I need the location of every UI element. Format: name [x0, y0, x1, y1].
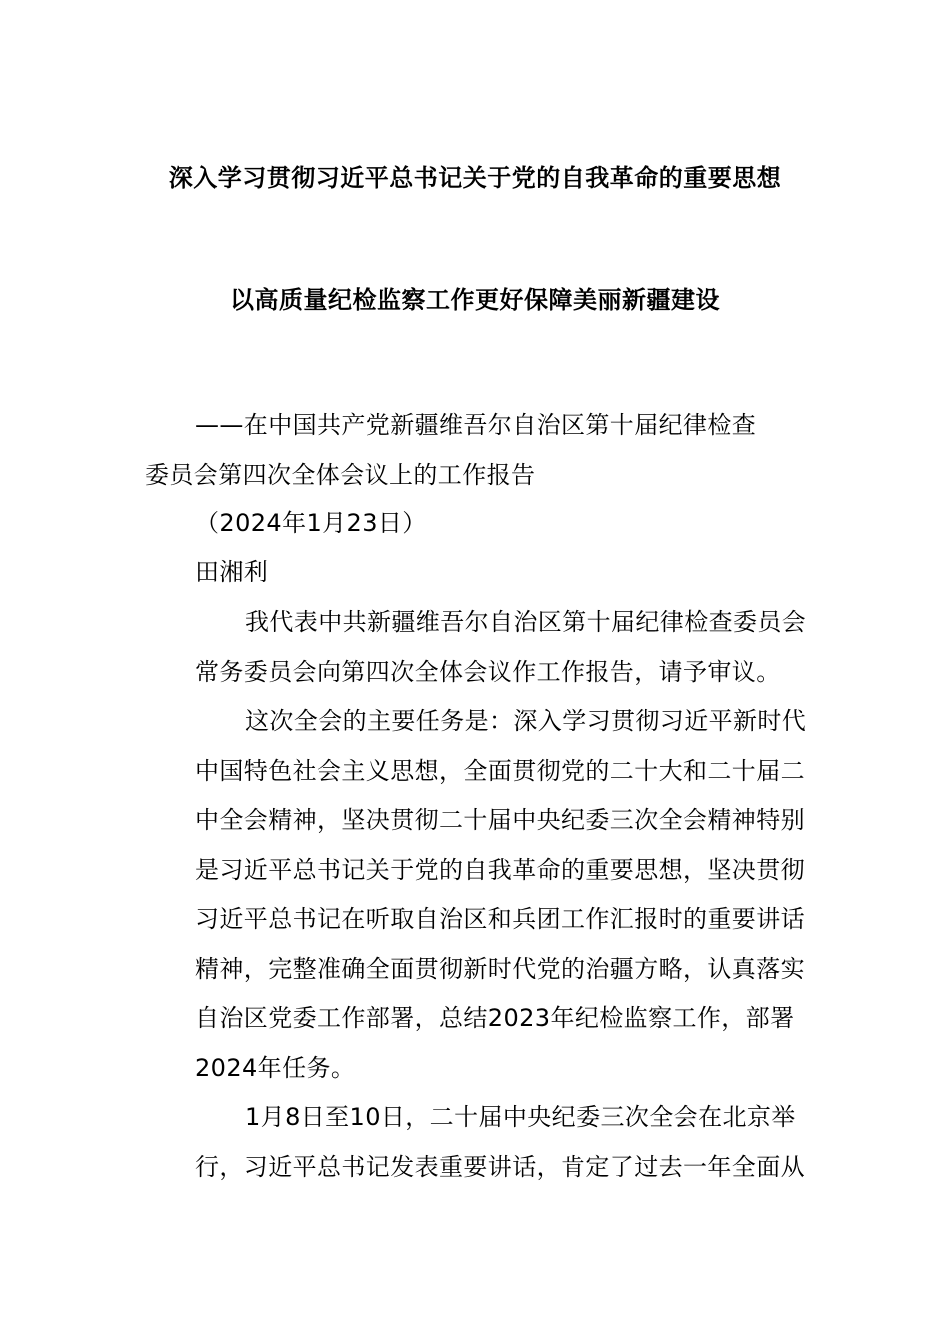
paragraph-line: 是习近平总书记关于党的自我革命的重要思想，坚决贯彻 — [195, 855, 805, 884]
paragraph-line: 1月8日至10日，二十届中央纪委三次全会在北京举 — [245, 1103, 796, 1131]
paragraph-line: 中全会精神，坚决贯彻二十届中央纪委三次全会精神特别 — [195, 806, 805, 834]
subtitle-line: ——在中国共产党新疆维吾尔自治区第十届纪律检查 — [195, 411, 757, 439]
paragraph-line: 习近平总书记在听取自治区和兵团工作汇报时的重要讲话 — [195, 905, 805, 933]
paragraph-line: 中国特色社会主义思想，全面贯彻党的二十大和二十届二 — [195, 756, 805, 785]
paragraph-line: 2024年任务。 — [195, 1053, 356, 1082]
paragraph — [145, 697, 807, 1093]
paragraph-line: 自治区党委工作部署，总结2023年纪检监察工作，部署 — [195, 1004, 795, 1032]
report-body — [145, 598, 807, 1192]
paragraph-line: 我代表中共新疆维吾尔自治区第十届纪律检查委员会 — [245, 608, 807, 636]
document-title-line-2: 以高质量纪检监察工作更好保障美丽新疆建设 — [230, 286, 720, 314]
date-text: （2024年1月23日） — [195, 509, 427, 537]
paragraph-line: 这次全会的主要任务是：深入学习贯彻习近平新时代 — [245, 707, 807, 735]
document-title-line-1: 深入学习贯彻习近平总书记关于党的自我革命的重要思想 — [168, 164, 782, 192]
report-subtitle — [145, 401, 807, 500]
paragraph-line: 行，习近平总书记发表重要讲话，肯定了过去一年全面从 — [195, 1152, 805, 1181]
author-name: 田湘利 — [195, 558, 269, 586]
report-author — [145, 548, 807, 598]
paragraph-line: 精神，完整准确全面贯彻新时代党的治疆方略，认真落实 — [195, 954, 805, 983]
paragraph — [145, 1093, 807, 1192]
report-date — [145, 499, 807, 549]
paragraph-line: 常务委员会向第四次全体会议作工作报告，请予审议。 — [195, 657, 781, 686]
paragraph — [145, 598, 807, 697]
subtitle-line: 委员会第四次全体会议上的工作报告 — [145, 460, 536, 489]
